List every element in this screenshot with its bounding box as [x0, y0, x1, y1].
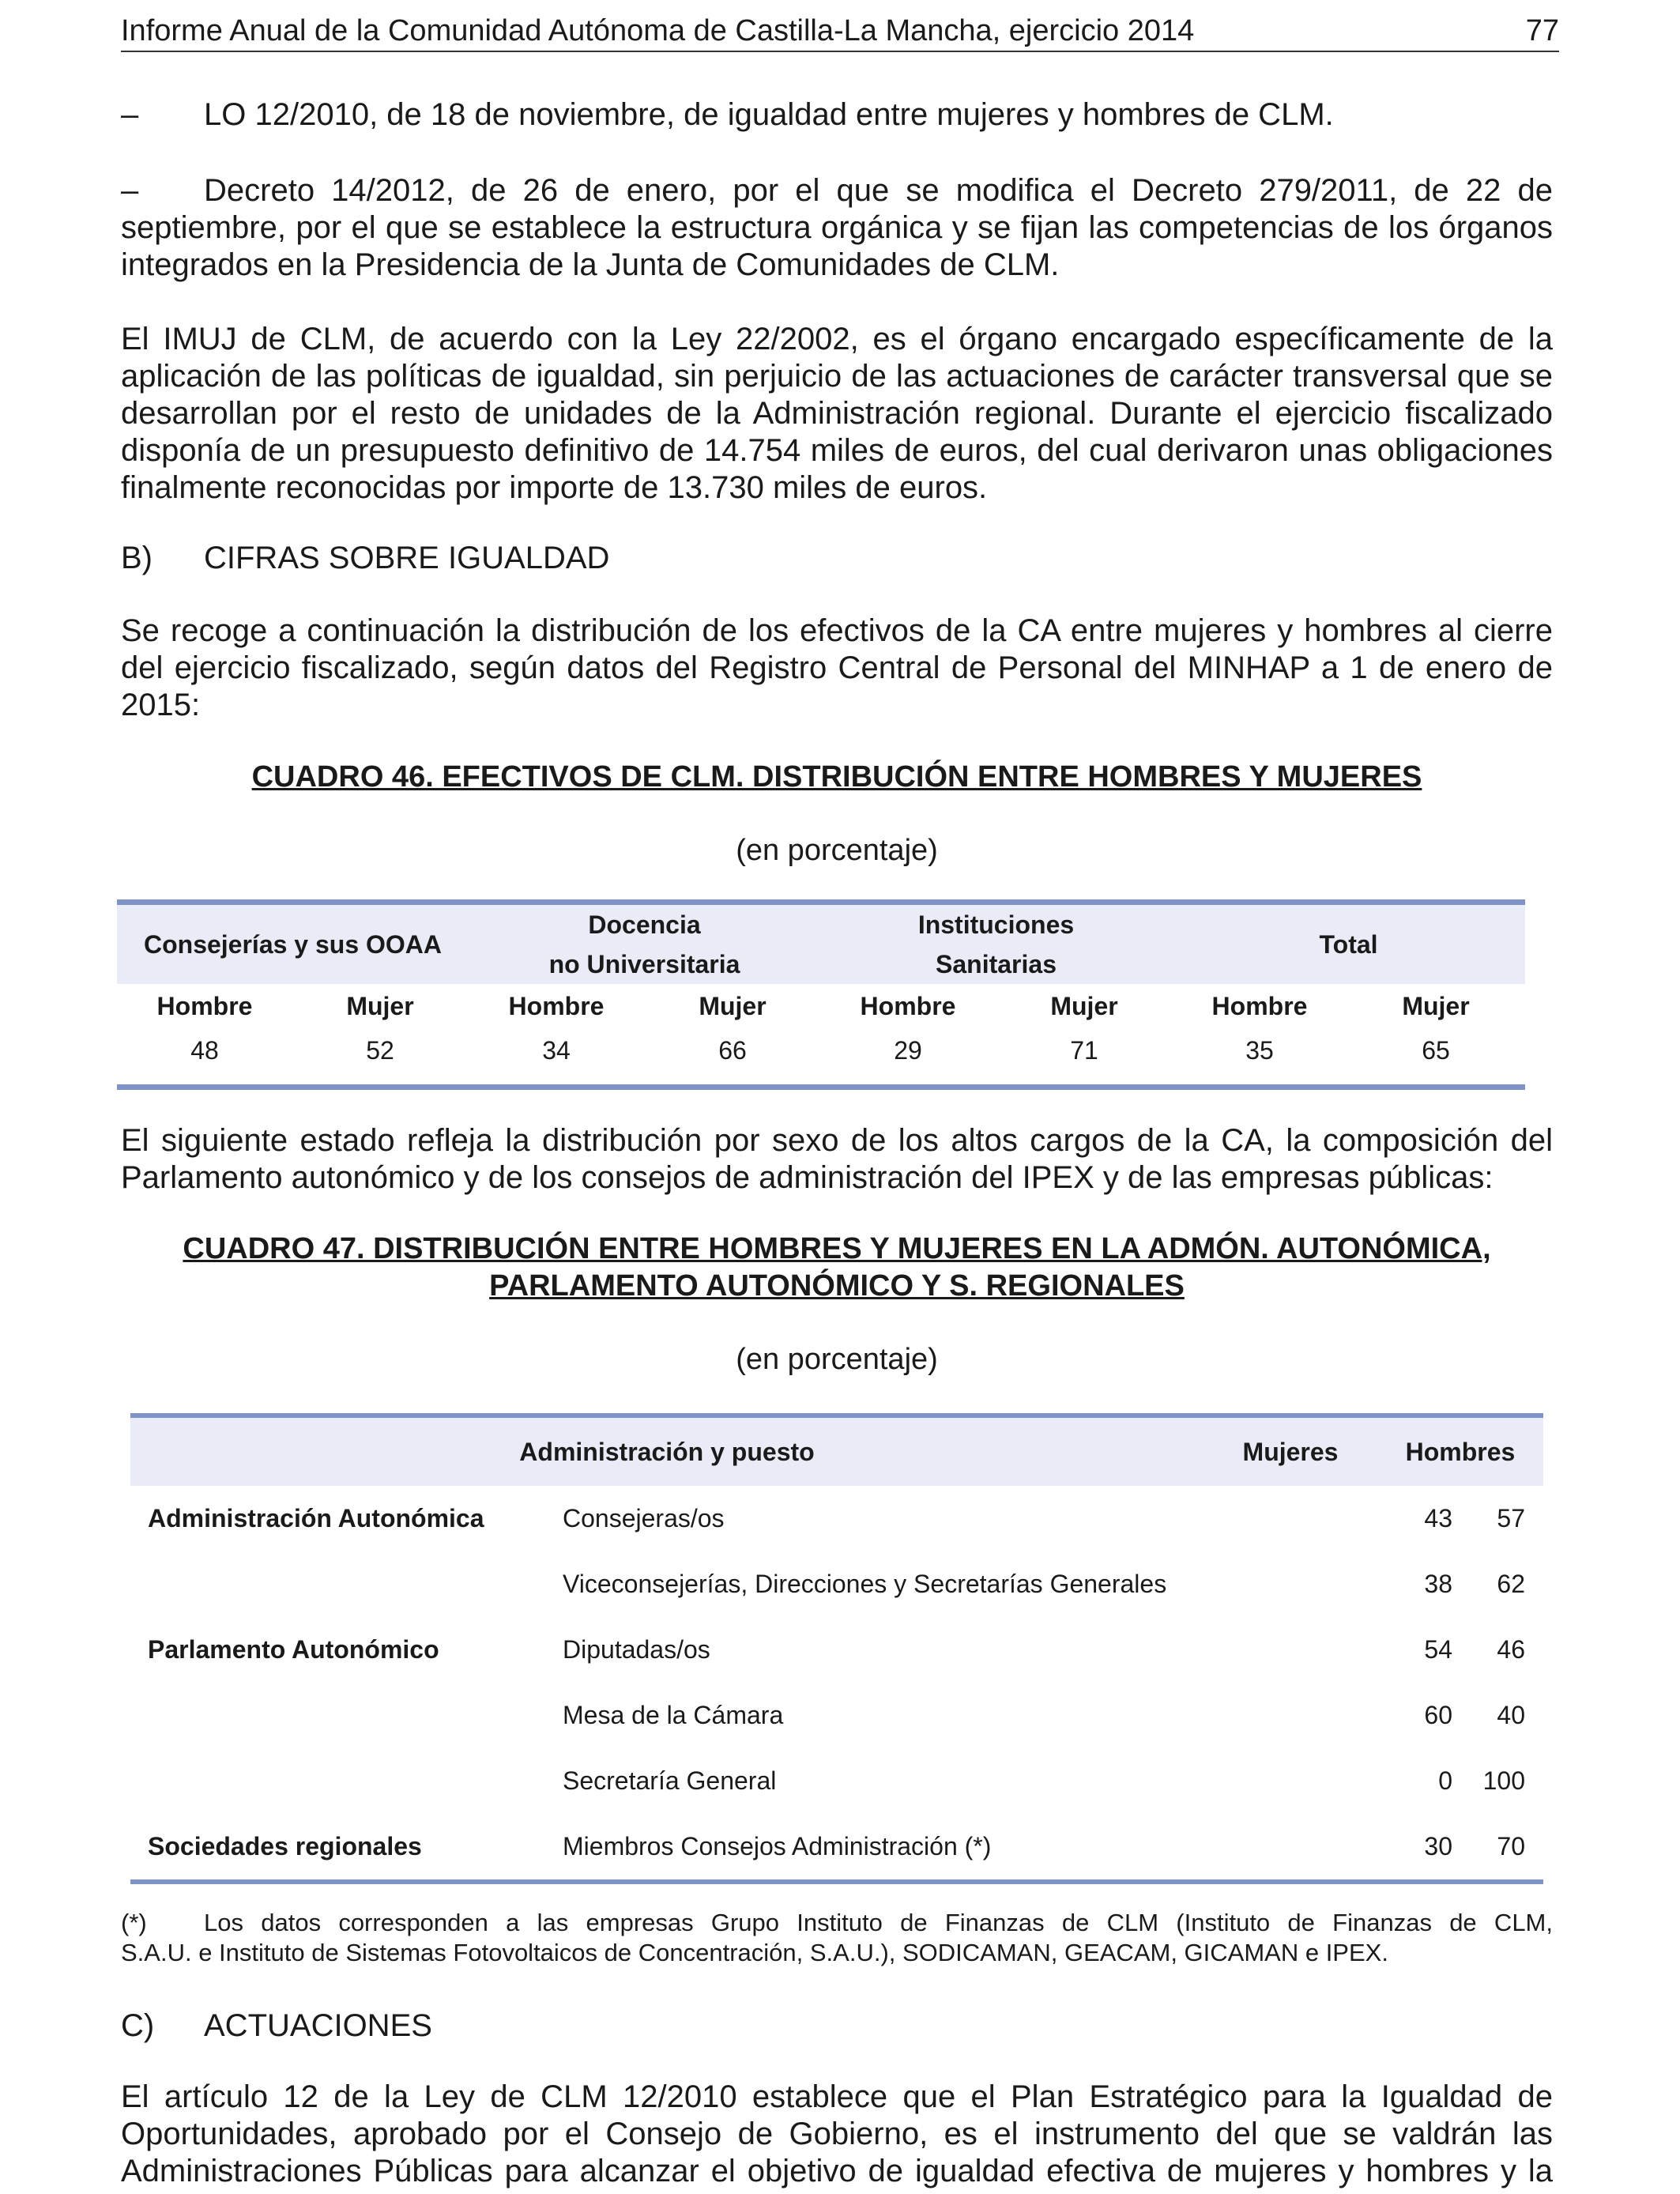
group-header-instituciones-line2: Sanitarias: [936, 950, 1057, 978]
subheader-cell: Mujer: [1050, 992, 1118, 1020]
section-c-title: ACTUACIONES: [204, 2008, 432, 2043]
row-mujeres: 30: [1424, 1832, 1452, 1860]
header-administracion: Administración y puesto: [519, 1438, 815, 1466]
page-header: [121, 11, 1559, 52]
subheader-cell: Hombre: [156, 992, 253, 1020]
table-top-rule: [117, 899, 1525, 905]
footnote-line1: Los datos corresponden a las empresas Grupo Instituto de Finanzas de CLM (Instituto de Finanzas de CLM,: [204, 1909, 1553, 1936]
page-number: 77: [1525, 14, 1559, 47]
subheader-cell: Mujer: [1402, 992, 1470, 1020]
value-cell: 65: [1422, 1036, 1450, 1065]
table-row: [130, 1814, 1543, 1879]
row-mujeres: 60: [1424, 1701, 1452, 1729]
cuadro-46-title: CUADRO 46. EFECTIVOS DE CLM. DISTRIBUCIÓN ENTRE HOMBRES Y MUJERES: [251, 760, 1422, 794]
cuadro-47-title-line2: PARLAMENTO AUTONÓMICO Y S. REGIONALES: [489, 1269, 1185, 1302]
subheader-cell: Hombre: [860, 992, 956, 1020]
paragraph-siguiente: El siguiente estado refleja la distribución por sexo de los altos cargos de la CA, la composición del Parlamento autonómico y de los consejos de administración del IPEX y de las empresas públicas:: [121, 1123, 1553, 1195]
table-row: [130, 1551, 1543, 1617]
bullet-lo-12-2010: LO 12/2010, de 18 de noviembre, de igualdad entre mujeres y hombres de CLM.: [204, 97, 1334, 132]
paragraph-articulo: El artículo 12 de la Ley de CLM 12/2010 establece que el Plan Estratégico para la Igualdad de Oportunidades, aprobado por el Consejo de Gobierno, es el instrumento del que se valdrán las Administraciones Públicas para alcanzar el objetivo de igualdad efectiva de mujeres y hombres y la: [121, 2079, 1553, 2188]
subheader-cell: Hombre: [508, 992, 605, 1020]
row-group: Sociedades regionales: [148, 1832, 422, 1860]
row-puesto: Diputadas/os: [563, 1635, 710, 1664]
cuadro-47-subtitle: (en porcentaje): [736, 1343, 938, 1376]
row-mujeres: 43: [1424, 1504, 1452, 1532]
row-hombres: 100: [1482, 1766, 1525, 1795]
row-hombres: 40: [1497, 1701, 1525, 1729]
table-row: [117, 1028, 1525, 1076]
row-puesto: Miembros Consejos Administración (*): [563, 1832, 992, 1860]
value-cell: 29: [894, 1036, 922, 1065]
table-subheader-row: [117, 984, 1525, 1028]
row-puesto: Consejeras/os: [563, 1504, 725, 1532]
row-hombres: 57: [1497, 1504, 1525, 1532]
group-header-consejerias: Consejerías y sus OOAA: [143, 930, 443, 959]
row-mujeres: 38: [1424, 1570, 1452, 1598]
value-cell: 52: [366, 1036, 394, 1065]
value-cell: 71: [1070, 1036, 1098, 1065]
table-bottom-rule: [117, 1084, 1525, 1090]
row-hombres: 46: [1497, 1635, 1525, 1664]
row-mujeres: 0: [1438, 1766, 1452, 1795]
subheader-cell: Hombre: [1211, 992, 1308, 1020]
cuadro-46-subtitle: (en porcentaje): [736, 834, 938, 867]
row-mujeres: 54: [1424, 1635, 1452, 1664]
footnote-mark: (*): [121, 1909, 147, 1936]
section-b-mark: B): [121, 541, 153, 575]
group-header-instituciones-line1: Instituciones: [917, 910, 1075, 939]
value-cell: 66: [718, 1036, 747, 1065]
subheader-cell: Mujer: [699, 992, 767, 1020]
row-hombres: 70: [1497, 1832, 1525, 1860]
footnote-line2: S.A.U. e Instituto de Sistemas Fotovoltaicos de Concentración, S.A.U.), SODICAMAN, GEACAM, GICAMAN e IPEX.: [121, 1939, 1388, 1966]
value-cell: 35: [1245, 1036, 1274, 1065]
table-row: [130, 1617, 1543, 1683]
bullet-decreto-rest: septiembre, por el que se establece la estructura orgánica y se fijan las competencias de los órganos integrados en la Presidencia de la Junta de Comunidades de CLM.: [121, 210, 1553, 282]
row-group: Administración Autonómica: [148, 1504, 484, 1532]
row-puesto: Secretaría General: [563, 1766, 777, 1795]
table-row: [130, 1486, 1543, 1551]
row-puesto: Mesa de la Cámara: [563, 1701, 784, 1729]
table-row: [130, 1683, 1543, 1748]
table-header: [130, 1418, 1543, 1486]
row-hombres: 62: [1497, 1570, 1525, 1598]
row-group: Parlamento Autonómico: [148, 1635, 439, 1664]
header-hombres: Hombres: [1405, 1438, 1516, 1466]
value-cell: 48: [190, 1036, 219, 1065]
paragraph-imuj: El IMUJ de CLM, de acuerdo con la Ley 22/2002, es el órgano encargado específicamente de la aplicación de las políticas de igualdad, sin perjuicio de las actuaciones de carácter transversal que se desarrollan por el resto de unidades de la Administración regional. Durante el ejercicio fiscalizado disponía de un presupuesto definitivo de 14.754 miles de euros, del cual derivaron unas obligaciones finalmente reconocidas por importe de 13.730 miles de euros.: [121, 322, 1553, 505]
group-header-docencia-line1: Docencia: [588, 910, 701, 939]
header-mujeres: Mujeres: [1242, 1438, 1339, 1466]
cuadro-47-table: [130, 1413, 1543, 1860]
group-header-docencia-line2: no Universitaria: [548, 950, 740, 978]
header-title: Informe Anual de la Comunidad Autónoma de Castilla-La Mancha, ejercicio 2014: [121, 14, 1195, 47]
group-header-total: Total: [1319, 930, 1378, 959]
bullet-mark: –: [121, 97, 139, 132]
table-row: [130, 1748, 1543, 1814]
paragraph-recoge: Se recoge a continuación la distribución de los efectivos de la CA entre mujeres y hombres al cierre del ejercicio fiscalizado, según datos del Registro Central de Personal del MINHAP a 1 de enero de 2015:: [121, 613, 1553, 722]
table-group-header: [117, 905, 1525, 984]
section-c-mark: C): [121, 2008, 155, 2043]
section-b-title: CIFRAS SOBRE IGUALDAD: [204, 541, 610, 575]
value-cell: 34: [542, 1036, 571, 1065]
row-puesto: Viceconsejerías, Direcciones y Secretarías Generales: [563, 1570, 1167, 1598]
table-bottom-rule: [130, 1879, 1543, 1884]
cuadro-47-title-line1: CUADRO 47. DISTRIBUCIÓN ENTRE HOMBRES Y MUJERES EN LA ADMÓN. AUTONÓMICA,: [183, 1232, 1491, 1265]
bullet-decreto-line1: Decreto 14/2012, de 26 de enero, por el que se modifica el Decreto 279/2011, de 22 de: [204, 173, 1553, 208]
subheader-cell: Mujer: [346, 992, 414, 1020]
cuadro-46-table: [117, 899, 1525, 1076]
bullet-mark: –: [121, 173, 139, 208]
